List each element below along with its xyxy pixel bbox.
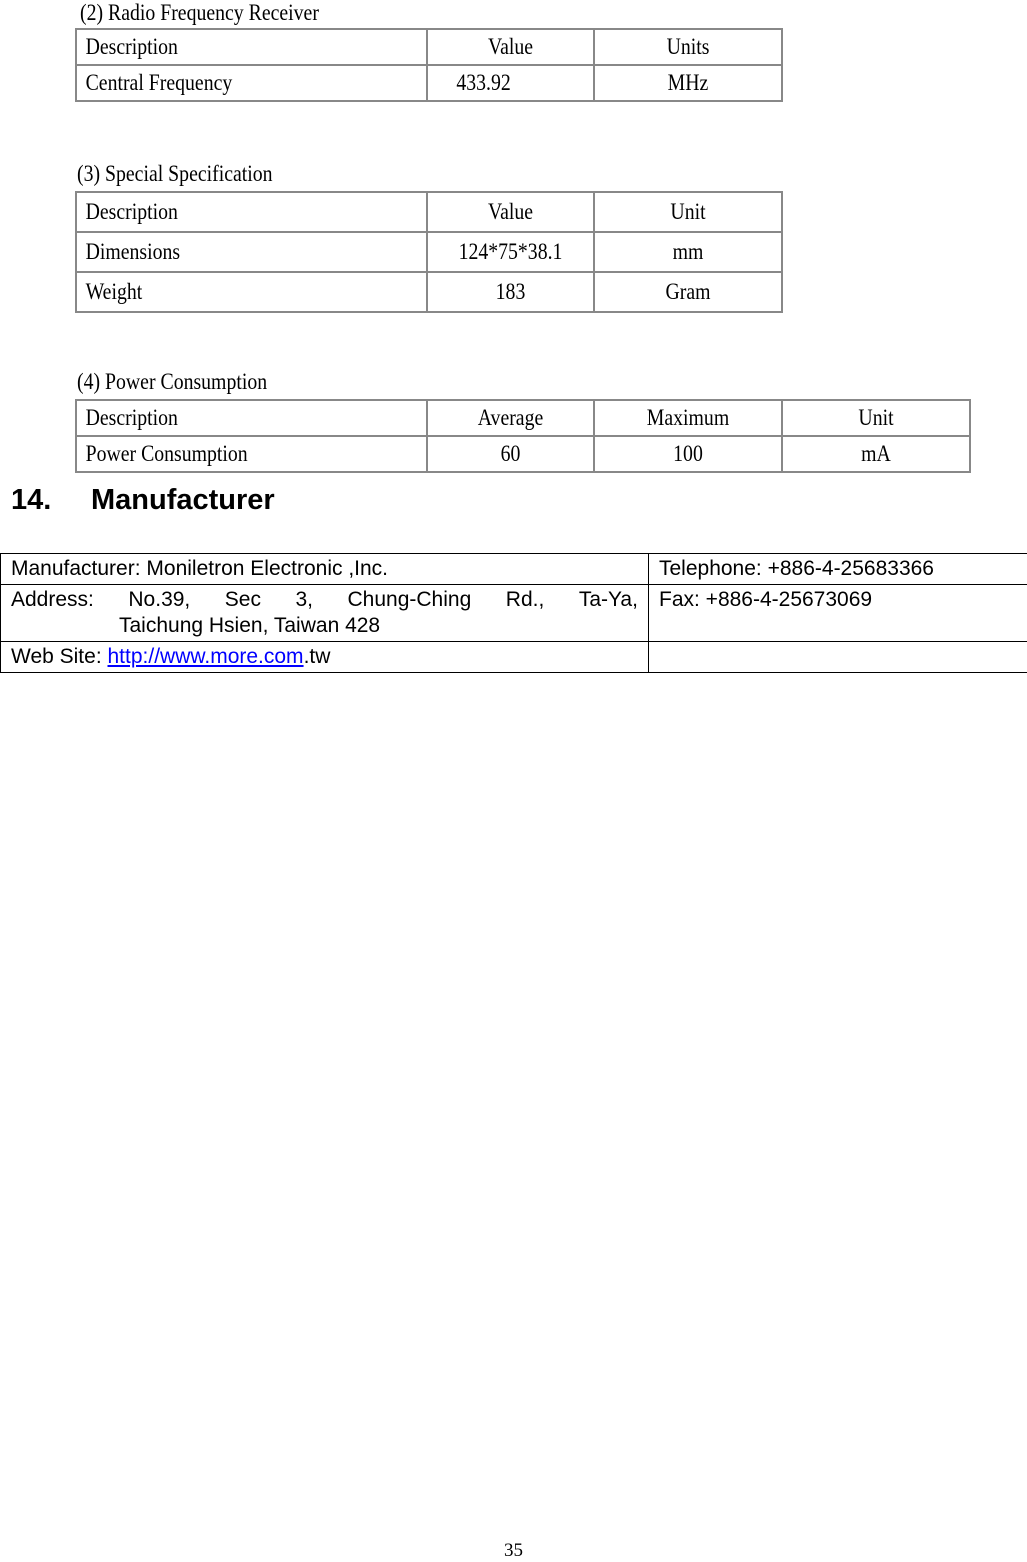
manufacturer-address [1, 585, 649, 642]
address-part: Ta-Ya, [579, 587, 638, 613]
manufacturer-heading [11, 482, 275, 518]
cell-unit: mA [796, 437, 956, 471]
manufacturer-website [1, 642, 649, 673]
cell-description: Dimensions [77, 235, 377, 269]
cell-description: Weight [77, 275, 377, 309]
header-value: Value [440, 195, 582, 229]
header-unit: Unit [608, 197, 768, 227]
table-row [76, 65, 782, 101]
heading-number: 14. [11, 482, 91, 518]
address-line-1 [11, 587, 638, 613]
header-value: Value [440, 30, 582, 64]
header-description: Description [77, 195, 377, 229]
address-part: 3, [295, 587, 313, 613]
power-table [75, 399, 971, 473]
cell-description: Central Frequency [77, 66, 377, 100]
address-part: No.39, [128, 587, 190, 613]
address-line-2: Taichung Hsien, Taiwan 428 [11, 613, 638, 639]
website-label: Web Site: [11, 645, 108, 668]
special-spec-caption: (3) Special Specification [77, 161, 273, 187]
special-spec-table [75, 191, 783, 313]
heading-title: Manufacturer [91, 484, 275, 516]
table-row [76, 272, 782, 312]
header-unit: Unit [796, 401, 956, 435]
manufacturer-fax: Fax: +886-4-25673069 [649, 585, 1027, 642]
cell-value: 124*75*38.1 [440, 235, 582, 269]
address-part: Sec [225, 587, 261, 613]
table-row [1, 554, 1027, 585]
empty-cell [649, 642, 1027, 673]
power-caption: (4) Power Consumption [77, 369, 267, 395]
cell-value: 183 [440, 275, 582, 309]
table-header-row [76, 29, 782, 65]
cell-unit: Gram [608, 277, 768, 307]
address-label: Address: [11, 587, 94, 613]
header-maximum: Maximum [608, 401, 768, 435]
cell-description: Power Consumption [77, 437, 377, 471]
cell-value: 433.92 [428, 66, 570, 100]
table-row [76, 232, 782, 272]
table-row [1, 585, 1027, 642]
header-units: Units [608, 30, 768, 64]
header-description: Description [77, 401, 377, 435]
header-average: Average [440, 401, 582, 435]
cell-unit: mm [608, 237, 768, 267]
manufacturer-table [0, 553, 1027, 673]
website-suffix: .tw [304, 645, 331, 668]
cell-unit: MHz [608, 66, 768, 100]
cell-maximum: 100 [608, 437, 768, 471]
manufacturer-name: Manufacturer: Moniletron Electronic ,Inc. [1, 554, 649, 585]
table-header-row [76, 192, 782, 232]
page-number: 35 [0, 1540, 1027, 1562]
website-link[interactable]: http://www.more.com [108, 645, 304, 668]
address-part: Rd., [506, 587, 545, 613]
table-row [1, 642, 1027, 673]
rf-receiver-table [75, 28, 783, 102]
rf-receiver-caption: (2) Radio Frequency Receiver [80, 0, 319, 26]
cell-average: 60 [440, 437, 582, 471]
manufacturer-telephone: Telephone: +886-4-25683366 [649, 554, 1027, 585]
table-header-row [76, 400, 970, 436]
address-part: Chung-Ching [348, 587, 472, 613]
header-description: Description [77, 30, 377, 64]
table-row [76, 436, 970, 472]
